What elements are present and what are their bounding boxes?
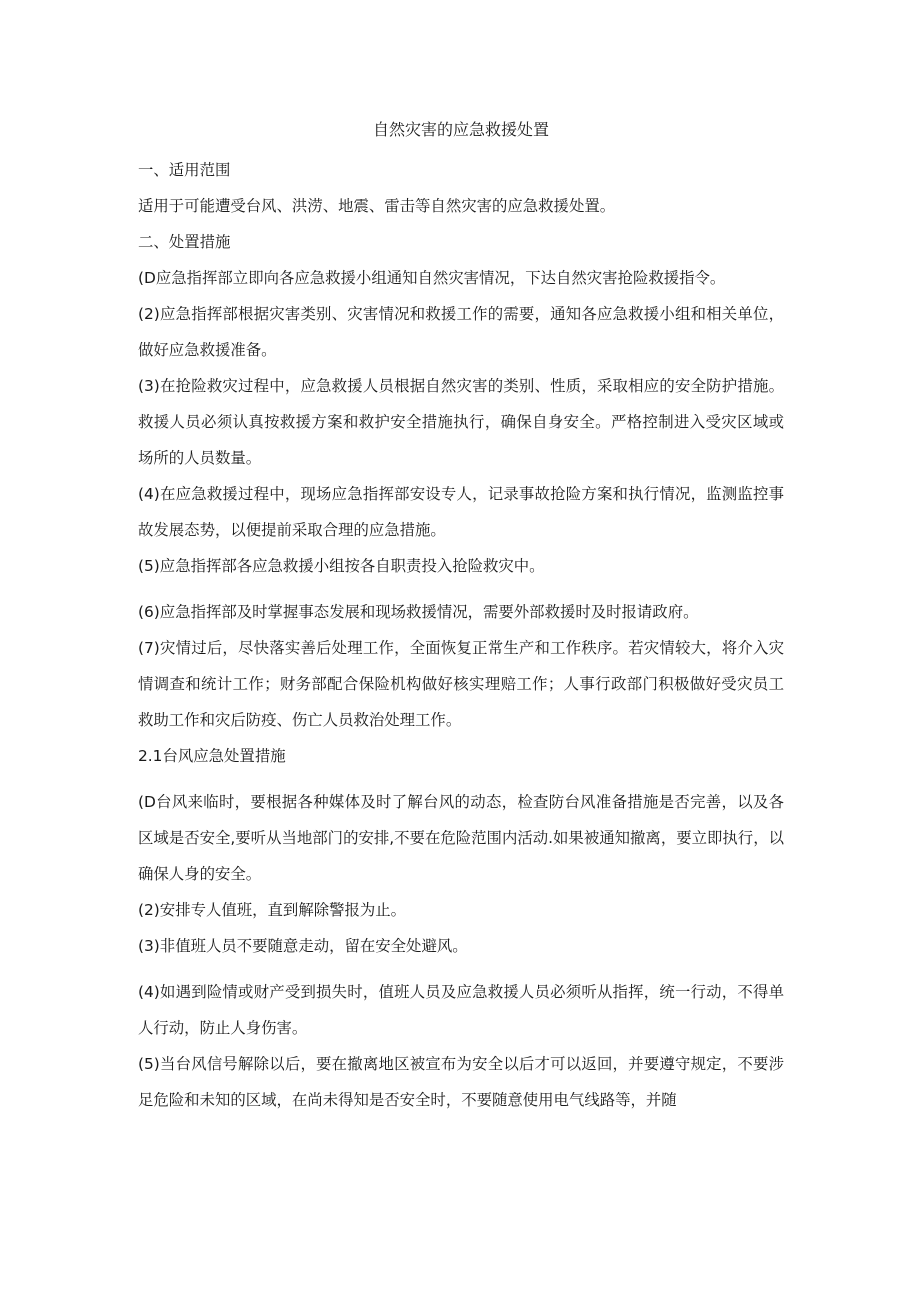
- spacer: [138, 584, 784, 594]
- paragraph-typhoon-4: (4)如遇到险情或财产受到损失时，值班人员及应急救援人员必须听从指挥，统一行动，不得单人行动，防止人身伤害。: [138, 983, 784, 1037]
- paragraph-typhoon-5: (5)当台风信号解除以后，要在撤离地区被宣布为安全以后才可以返回，并要遵守规定，不要涉足危险和未知的区域，在尚未得知是否安全时，不要随意使用电气线路等，并随: [138, 1055, 784, 1109]
- paragraph-typhoon-1: (D台风来临时，要根据各种媒体及时了解台风的动态，检查防台风准备措施是否完善，以及各区域是否安全,要听从当地部门的安排,不要在危险范围内活动.如果被通知撤离，要立即执行，以确保人身的安全。: [138, 793, 784, 883]
- section-heading-scope: 一、适用范围: [138, 161, 231, 179]
- document-title: 自然灾害的应急救援处置: [372, 120, 549, 139]
- subsection-heading-typhoon: 2.1台风应急处置措施: [138, 747, 286, 765]
- paragraph-measure-1: (D应急指挥部立即向各应急救援小组通知自然灾害情况，下达自然灾害抢险救援指令。: [138, 269, 726, 287]
- spacer: [138, 774, 784, 784]
- paragraph-measure-6: (6)应急指挥部及时掌握事态发展和现场救援情况，需要外部救援时及时报请政府。: [138, 603, 699, 621]
- paragraph-scope: 适用于可能遭受台风、洪涝、地震、雷击等自然灾害的应急救援处置。: [138, 197, 616, 215]
- paragraph-measure-4: (4)在应急救援过程中，现场应急指挥部安设专人，记录事故抢险方案和执行情况，监测监控事故发展态势，以便提前采取合理的应急措施。: [138, 485, 784, 539]
- paragraph-measure-3: (3)在抢险救灾过程中，应急救援人员根据自然灾害的类别、性质，采取相应的安全防护措施。救援人员必须认真按救援方案和救护安全措施执行，确保自身安全。严格控制进入受灾区域或场所的人员数量。: [138, 377, 784, 467]
- paragraph-measure-5: (5)应急指挥部各应急救援小组按各自职责投入抢险救灾中。: [138, 557, 545, 575]
- paragraph-typhoon-3: (3)非值班人员不要随意走动，留在安全处避风。: [138, 937, 468, 955]
- section-heading-measures: 二、处置措施: [138, 233, 231, 251]
- spacer: [138, 964, 784, 974]
- paragraph-measure-7: (7)灾情过后，尽快落实善后处理工作，全面恢复正常生产和工作秩序。若灾情较大，将介入灾情调查和统计工作；财务部配合保险机构做好核实理赔工作；人事行政部门积极做好受灾员工救助工作和灾后防疫、伤亡人员救治处理工作。: [138, 639, 784, 729]
- document-body: [138, 116, 784, 1118]
- paragraph-typhoon-2: (2)安排专人值班，直到解除警报为止。: [138, 901, 407, 919]
- paragraph-measure-2: (2)应急指挥部根据灾害类别、灾害情况和救援工作的需要，通知各应急救援小组和相关单位，做好应急救援准备。: [138, 305, 784, 359]
